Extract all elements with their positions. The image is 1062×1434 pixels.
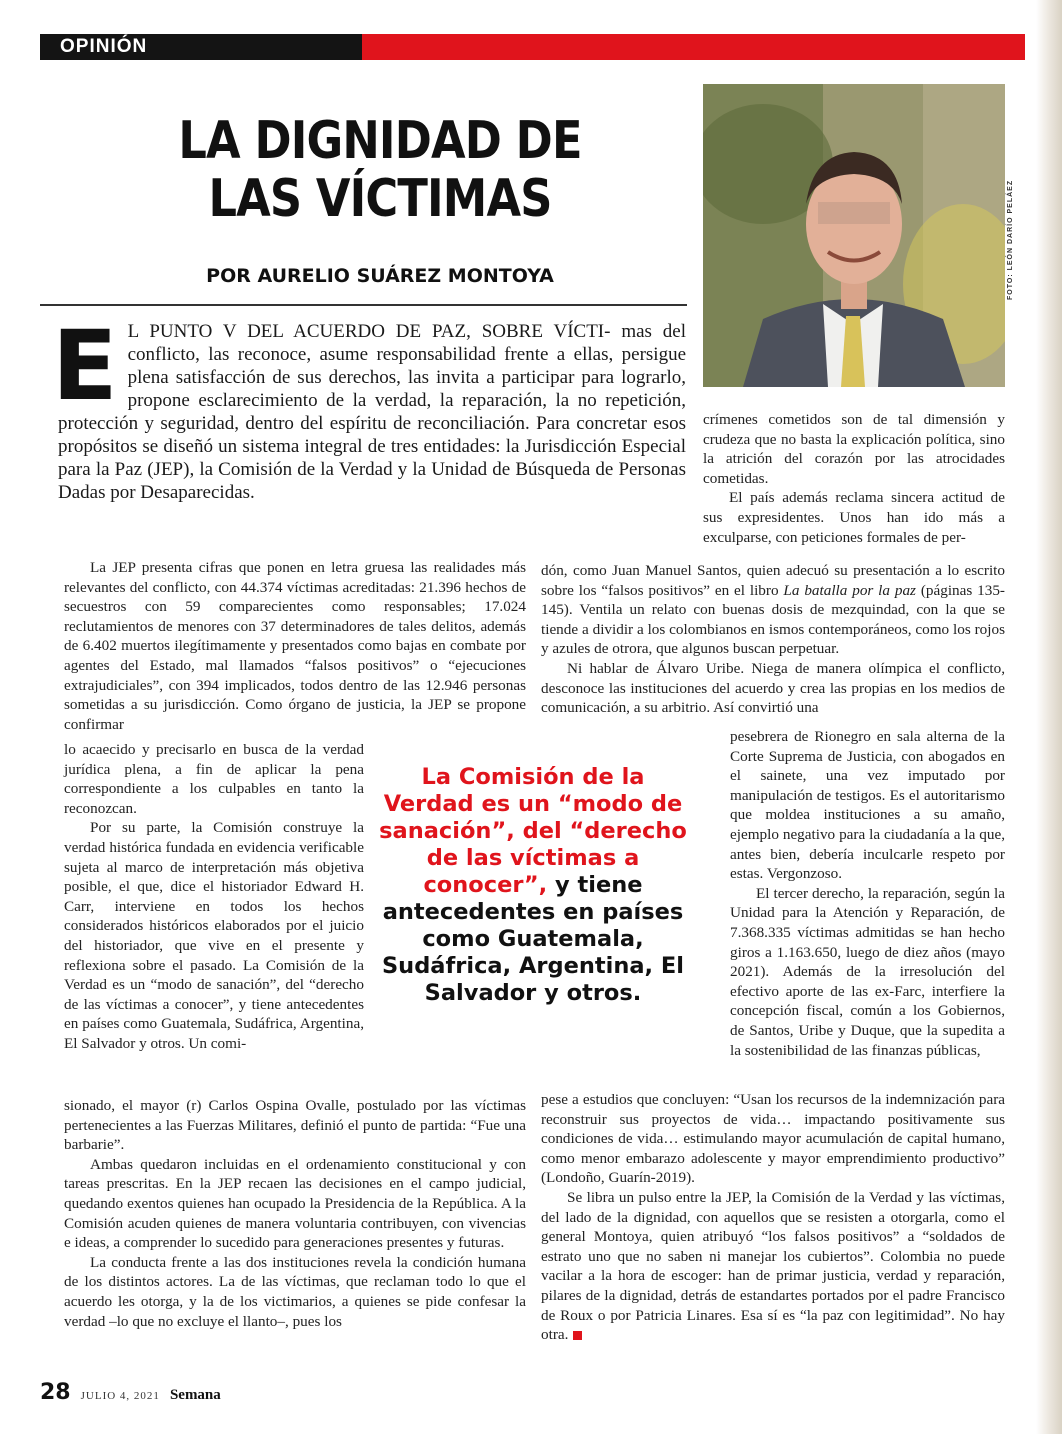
pull-quote [376,764,690,1007]
section-bar [40,34,1025,60]
body-paragraph: La JEP presenta cifras que ponen en letra gruesa las realidades más relevantes del conflicto, con 44.374 víctimas acreditadas: 21.396 hechos de secuestros con 59 comparecientes como responsables; 17.024 reclutamientos de menores con 37 determinadores de tales delitos, además de 6.402 muertos ilegítimamente y presentados como bajas en combate por agentes del Estado, mal llamados “falsos positivos” o “ejecuciones extrajudiciales”, con 394 implicados, todos dentro de las 12.946 personas sometidas a su jurisdicción. Como órgano de justicia, la JEP se propone confirmar [64,559,526,733]
lead-first-line: L PUNTO V DEL ACUERDO DE PAZ, SOBRE VÍCTI- [127,321,611,342]
body-paragraph [541,1188,1005,1345]
headline-line-1: LA DIGNIDAD DE [178,111,582,171]
body-paragraph: pese a estudios que concluyen: “Usan los recursos de la indemnización para reconstruir sus proyectos de vida… impactando positivamente sus condiciones de vida… estimulando mayor acumulación de capital humano, como menor embarazo adolescente y mayor emprendimiento productivo” (Londoño, Guarín-2019). [541,1091,1005,1187]
issue-date: JULIO 4, 2021 [80,1390,160,1402]
magazine-name: Semana [169,1387,221,1403]
body-text: (páginas 135-145). Ventila un relato con buenas dosis de mezquindad, con la que se tiende a dividir a los colombianos en ismos contemporáneos, como los rojos y azules de otrora, que algunos buscan perpetuar. [541,581,1005,658]
body-paragraph: Ambas quedaron incluidas en el ordenamiento constitucional y con tareas prescritas. En la JEP recaen las decisiones en el campo judicial, quedando exentos quienes han ocupado la Presidencia de la República. A la Comisión acuden quienes de manera voluntaria contribuyen, con vivencias e ideas, a comprender lo sucedido para generaciones presentes y futuras. [64,1155,526,1252]
page-edge-shadow [1036,0,1062,1434]
body-paragraph [541,561,1005,659]
body-paragraph: Por su parte, la Comisión construye la verdad histórica fundada en evidencia verificable sujeta al marco de interpretación más objetiva posible, el que, dice el historiador Edward H. Carr, interviene en todos los hechos considerados históricos elaborados por el juicio del historiador, que vive en el presente y reflexiona sobre el pasado. La Comisión de la Verdad es un “modo de sanación”, del “derecho de las víctimas a conocer”, y tiene antecedentes en países como Guatemala, Sudáfrica, Argentina, El Salvador y otros. Un comi- [64,819,364,1052]
lead-paragraph [52,310,686,504]
body-paragraph: El tercer derecho, la reparación, según la Unidad para la Atención y Reparación, de 7.368.335 víctimas admitidas se han hecho giros a 1.163.650, luego de diez años (mayo 2021). Además de la irresolución del efectivo aporte de las ex-Farc, interfiere la concepción fiscal, común a los Gobiernos, de Santos, Uribe y Duque, que la supedita a la sostenibilidad de las finanzas públicas, [730,884,1005,1059]
body-column-2-narrow [730,727,1005,1060]
body-column-1-top [64,558,526,734]
section-bar-accent [362,34,1025,60]
body-column-1-narrow [64,740,364,1054]
body-text: dón, como Juan Manuel Santos, quien adecuó su presentación a lo escrito sobre los “falsos positivos” en el libro [541,562,1005,599]
author-photo [703,84,1005,387]
pull-quote-text: y tiene antecedentes en países como Guatemala, Sudáfrica, Argentina, El Salvador y otros. [381,872,685,1006]
body-paragraph: lo acaecido y precisarlo en busca de la verdad jurídica plena, a fin de aplicar la pena correspondiente a los culpables en tanto la reconozcan. [64,741,364,817]
body-column-2-bottom [541,1090,1005,1345]
title-rule [40,304,687,306]
byline: POR AURELIO SUÁREZ MONTOYA [206,265,554,287]
page-number: 28 [40,1380,71,1405]
section-bar-label-area [40,34,362,60]
headline [156,112,603,228]
body-paragraph: La conducta frente a las dos instituciones revela la condición humana de los distintos actores. La de las víctimas, que reclaman todo lo que el acuerdo les otorga, y la de los victimarios, a quienes se pide confesar la verdad –lo que no excluye el llanto–, pues los [64,1253,526,1330]
headline-line-2: LAS VÍCTIMAS [208,169,552,229]
section-label: OPINIÓN [60,36,148,57]
body-column-1-bottom [64,1096,526,1331]
page-footer [40,1380,221,1405]
body-column-2-middle [541,561,1005,718]
end-mark-icon [573,1331,582,1340]
body-paragraph: El país además reclama sincera actitud de sus expresidentes. Unos han ido más a exculparse, con peticiones formales de per- [703,489,1005,546]
body-paragraph: crímenes cometidos son de tal dimensión y crudeza que no basta la explicación política, sino la atrición del corazón por las atrocidades cometidas. [703,411,1005,487]
body-paragraph: Ni hablar de Álvaro Uribe. Niega de manera olímpica el conflicto, desconoce las instituciones del acuerdo y crea las propias en los medios de comunicación, a su arbitrio. Así convirtió una [541,659,1005,717]
body-text: Se libra un pulso entre la JEP, la Comisión de la Verdad y las víctimas, del lado de la dignidad, con aquellos que se resisten a otorgarla, como el general Montoya, quien atribuyó “los falsos positivos” a “soldados de estrato uno que no saben ni manejar los cubiertos”. Colombia no puede vacilar a la hora de escoger: han de primar justicia, verdad y reparación, pilares de la dignidad, detrás de estandartes portados por el padre Francisco de Roux o por Patricia Linares. Esa sí es “la paz con legitimidad”. No hay otra. [541,1188,1005,1344]
photo-credit: FOTO: LEÓN DARÍO PELÁEZ [1007,179,1014,300]
body-paragraph: sionado, el mayor (r) Carlos Ospina Ovalle, postulado por las víctimas pertenecientes a las Fuerzas Militares, definió el punto de partida: “Fue una barbarie”. [64,1097,526,1154]
lead-text: mas del conflicto, las reconoce, asume responsabilidad frente a ellas, persigue plena satisfacción de sus derechos, las invita a participar para lograrlo, propone esclarecimiento de la verdad, la reparación, la no repetición, protección y seguridad, dentro del espíritu de reconciliación. Para concretar esos propósitos se diseñó un sistema integral de tres entidades: la Jurisdicción Especial para la Paz (JEP), la Comisión de la Verdad y la Unidad de Búsqueda de Personas Dadas por Desaparecidas. [58,321,686,503]
body-paragraph: pesebrera de Rionegro en sala alterna de la Corte Suprema de Justicia, con abogados en el sainete, una vez imputado por manipulación de testigos. Es el autoritarismo que moldea instituciones a su amaño, ejemplo negativo para la ciudadanía a la que, antes bien, debería inculcarle respeto por estas. Vergonzoso. [730,728,1005,883]
book-title: La batalla por la paz [783,581,916,599]
dropcap: E [52,310,118,422]
pull-quote-highlight: La Comisión de la Verdad es un “modo de sanación”, del “derecho de las víctimas a conocer”, [379,764,687,898]
body-column-2-top [703,410,1005,547]
author-photo-illustration [703,84,1005,387]
